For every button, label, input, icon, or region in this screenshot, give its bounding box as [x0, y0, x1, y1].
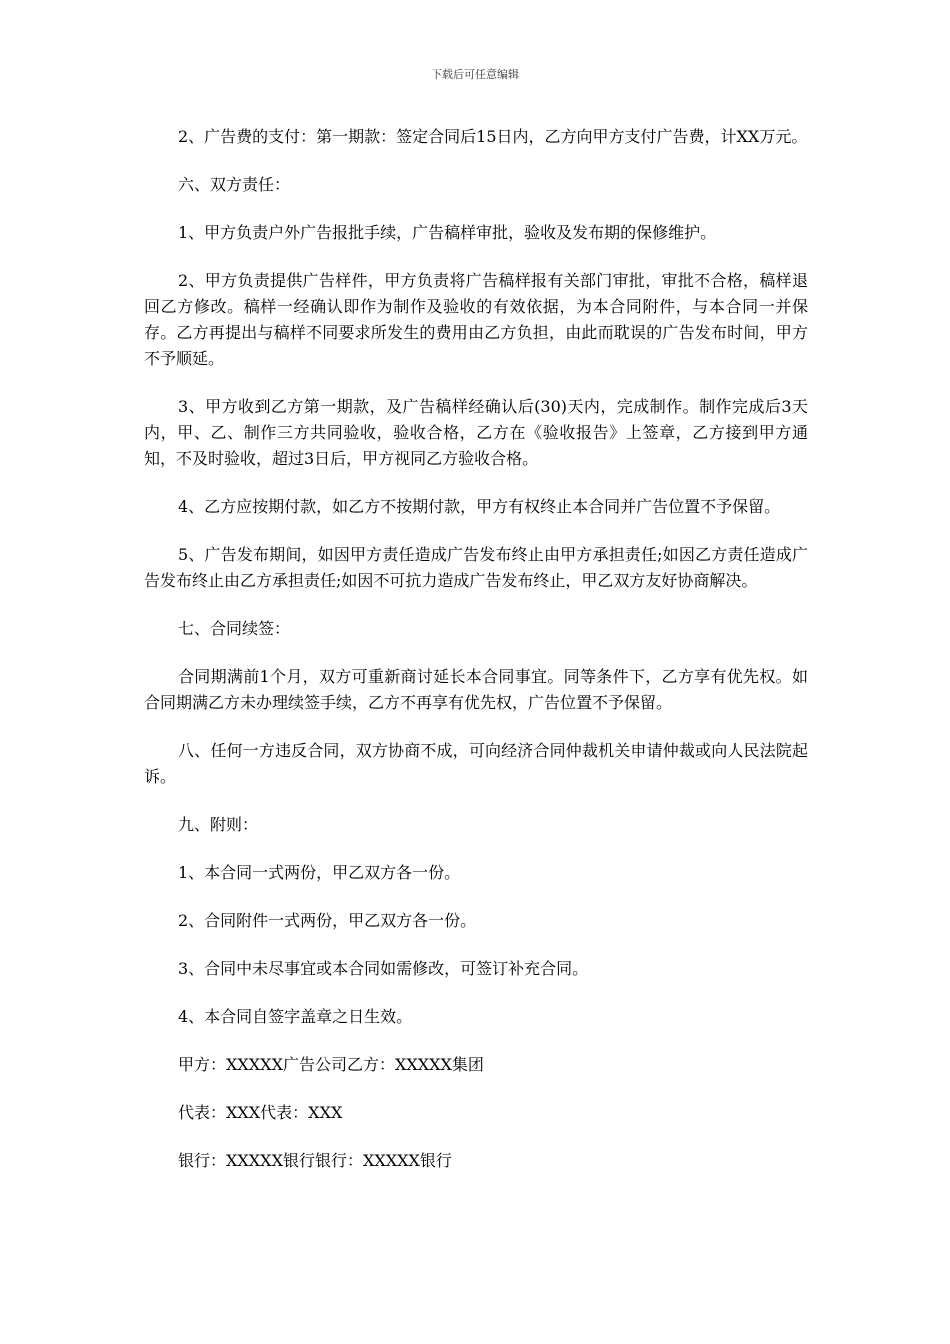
header-note: 下载后可任意编辑	[431, 68, 519, 81]
paragraph-responsibility-4: 4、乙方应按期付款，如乙方不按期付款，甲方有权终止本合同并广告位置不予保留。	[178, 497, 781, 516]
signature-parties: 甲方：XXXXX广告公司乙方：XXXXX集团	[178, 1055, 484, 1074]
document-body	[144, 124, 808, 1196]
paragraph-payment: 2、广告费的支付：第一期款：签定合同后15日内，乙方向甲方支付广告费，计XX万元。	[178, 127, 808, 146]
paragraph-responsibility-2: 2、甲方负责提供广告样件，甲方负责将广告稿样报有关部门审批，审批不合格，稿样退回乙方修改。稿样一经确认即作为制作及验收的有效依据，为本合同附件，与本合同一并保存。乙方再提出与稿样不同要求所发生的费用由乙方负担，由此而耽误的广告发布时间，甲方不予顺延。	[144, 271, 808, 368]
section-heading-responsibilities: 六、双方责任：	[178, 175, 291, 194]
paragraph-breach: 八、任何一方违反合同，双方协商不成，可向经济合同仲裁机关申请仲裁或向人民法院起诉。	[144, 741, 808, 786]
paragraph-responsibility-1: 1、甲方负责户外广告报批手续，广告稿样审批，验收及发布期的保修维护。	[178, 223, 717, 242]
paragraph-supplementary-1: 1、本合同一式两份，甲乙双方各一份。	[178, 863, 461, 882]
section-heading-renewal: 七、合同续签：	[178, 619, 291, 638]
paragraph-supplementary-2: 2、合同附件一式两份，甲乙双方各一份。	[178, 911, 477, 930]
signature-representatives: 代表：XXX代表：XXX	[178, 1103, 343, 1122]
paragraph-responsibility-3: 3、甲方收到乙方第一期款，及广告稿样经确认后(30)天内，完成制作。制作完成后3天内，甲、乙、制作三方共同验收，验收合格，乙方在《验收报告》上签章，乙方接到甲方通知，不及时验收，超过3日后，甲方视同乙方验收合格。	[144, 397, 808, 468]
paragraph-responsibility-5: 5、广告发布期间，如因甲方责任造成广告发布终止由甲方承担责任;如因乙方责任造成广告发布终止由乙方承担责任;如因不可抗力造成广告发布终止，甲乙双方友好协商解决。	[144, 545, 808, 590]
signature-banks: 银行：XXXXX银行银行：XXXXX银行	[178, 1151, 452, 1170]
paragraph-supplementary-3: 3、合同中未尽事宜或本合同如需修改，可签订补充合同。	[178, 959, 589, 978]
paragraph-renewal: 合同期满前1个月，双方可重新商讨延长本合同事宜。同等条件下，乙方享有优先权。如合同期满乙方未办理续签手续，乙方不再享有优先权，广告位置不予保留。	[144, 667, 808, 712]
section-heading-supplementary: 九、附则：	[178, 815, 259, 834]
paragraph-supplementary-4: 4、本合同自签字盖章之日生效。	[178, 1007, 413, 1026]
